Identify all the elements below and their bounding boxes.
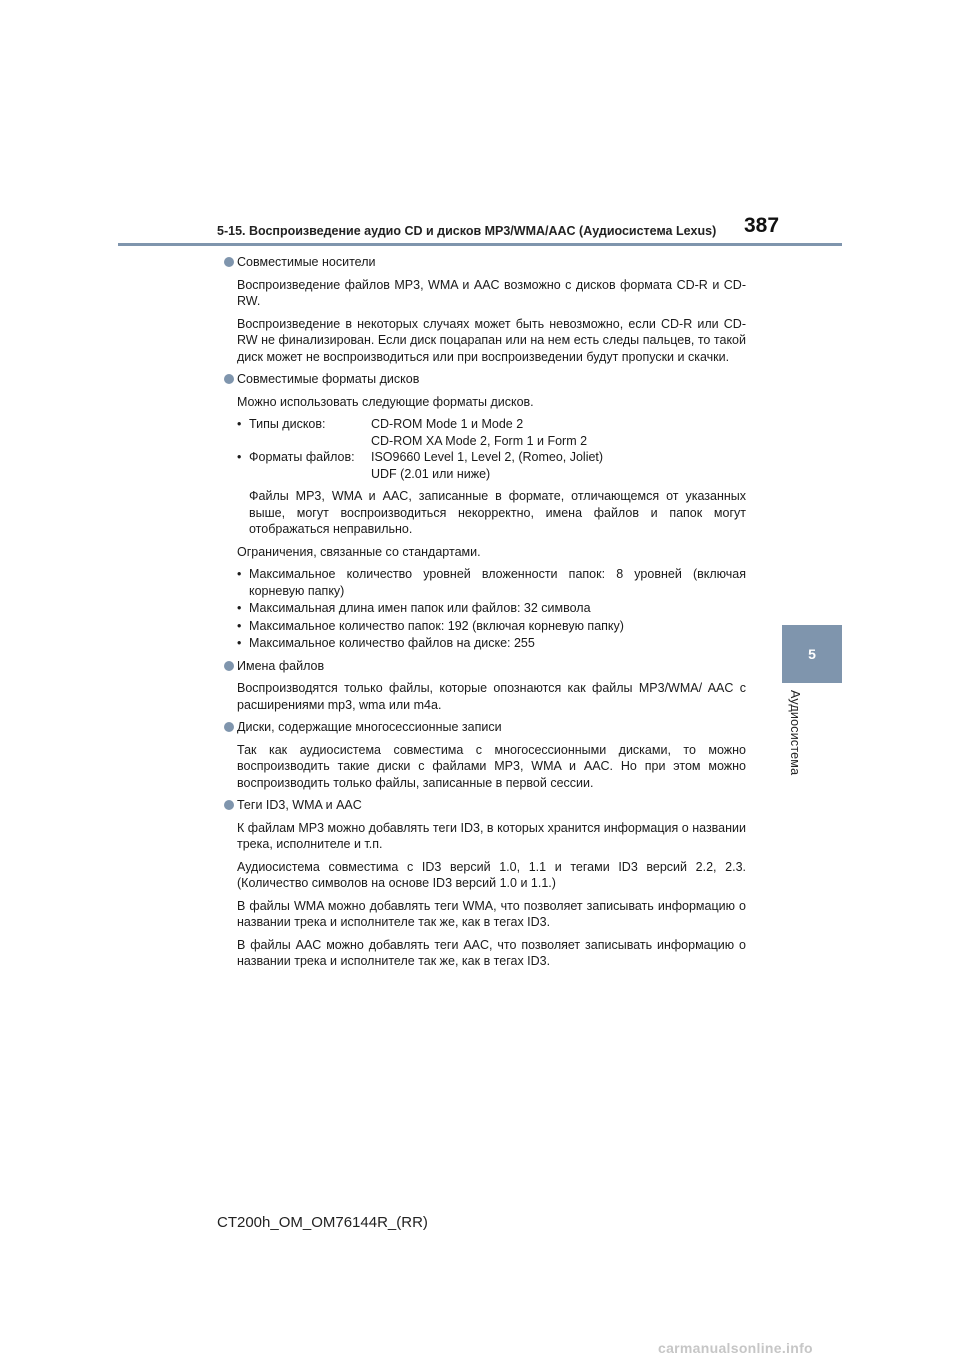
page-content	[220, 254, 746, 976]
bullet-dot-icon	[224, 800, 234, 810]
format-label: • Типы дисков:	[237, 416, 371, 433]
paragraph: В файлы AAC можно добавлять теги AAC, что позволяет записывать информацию о названии трека и исполнителе так же, как в тегах ID3.	[237, 937, 746, 968]
format-table	[237, 416, 603, 482]
paragraph: Можно использовать следующие форматы дисков.	[237, 394, 534, 409]
format-value: ISO9660 Level 1, Level 2, (Romeo, Joliet)	[371, 450, 604, 464]
section-heading: Совместимые носители	[220, 254, 746, 271]
list-item: • Максимальное количество файлов на диске: 255	[237, 635, 746, 652]
footer-doc-code: CT200h_OM_OM76144R_(RR)	[217, 1214, 428, 1231]
paragraph: Ограничения, связанные со стандартами.	[237, 544, 481, 559]
paragraph: Аудиосистема совместима с ID3 версий 1.0, 1.1 и тегами ID3 версий 2.2, 2.3. (Количество символов на основе ID3 версий 1.0 и 1.1.)	[237, 859, 746, 890]
header-rule	[118, 243, 842, 246]
format-value: CD-ROM Mode 1 и Mode 2	[371, 417, 524, 431]
format-label: • Форматы файлов:	[237, 449, 371, 466]
format-value: UDF (2.01 или ниже)	[371, 466, 491, 481]
paragraph: В файлы WMA можно добавлять теги WMA, что позволяет записывать информацию о названии трека и исполнителе так же, как в тегах ID3.	[237, 898, 746, 929]
bullet-dot-icon	[224, 374, 234, 384]
chapter-tab	[782, 625, 842, 683]
list-item: • Максимальное количество уровней вложенности папок: 8 уровней (включая корневую папку)	[237, 566, 746, 599]
format-note: Файлы MP3, WMA и AAC, записанные в формате, отличающемся от указанных выше, могут воспроизводиться некорректно, имена файлов и папок могут отображаться неправильно.	[249, 489, 746, 536]
list-item: • Максимальное количество папок: 192 (включая корневую папку)	[237, 618, 746, 635]
paragraph: Так как аудиосистема совместима с многосессионными дисками, то можно воспроизводить такие диски с файлами MP3, WMA и AAC. Но при этом можно воспроизводить только файлы, записанные в первой сессии.	[237, 742, 746, 790]
bullet-dot-icon	[224, 661, 234, 671]
chapter-label: Аудиосистема	[788, 690, 802, 776]
watermark: carmanualsonline.info	[658, 1340, 813, 1356]
paragraph: Воспроизведение в некоторых случаях может быть невозможно, если CD-R или CD-RW не финализирован. Если диск поцарапан или на нем есть следы пальцев, то такой диск может не воспроизводиться или при воспроизведении будут пропуски и скачки.	[237, 316, 746, 364]
limits-list	[237, 566, 746, 652]
section-heading: Имена файлов	[220, 658, 746, 675]
format-value: CD-ROM XA Mode 2, Form 1 и Form 2	[371, 433, 588, 448]
section-heading: Диски, содержащие многосессионные записи	[220, 719, 746, 736]
bullet-dot-icon	[224, 722, 234, 732]
chapter-number: 5	[808, 646, 816, 662]
section-title: 5-15. Воспроизведение аудио CD и дисков MP3/WMA/AAC (Аудиосистема Lexus)	[217, 224, 717, 238]
page-number: 387	[744, 214, 780, 237]
section-heading: Теги ID3, WMA и AAC	[220, 797, 746, 814]
paragraph: К файлам MP3 можно добавлять теги ID3, в которых хранится информация о названии трека, исполнителе и т.п.	[237, 820, 746, 851]
section-heading: Совместимые форматы дисков	[220, 371, 746, 388]
list-item: • Максимальная длина имен папок или файлов: 32 символа	[237, 600, 746, 617]
bullet-dot-icon	[224, 257, 234, 267]
paragraph: Воспроизведение файлов MP3, WMA и AAC возможно с дисков формата CD-R и CD-RW.	[237, 277, 746, 308]
paragraph: Воспроизводятся только файлы, которые опознаются как файлы MP3/WMA/ AAC с расширениями mp3, wma или m4a.	[237, 681, 746, 712]
